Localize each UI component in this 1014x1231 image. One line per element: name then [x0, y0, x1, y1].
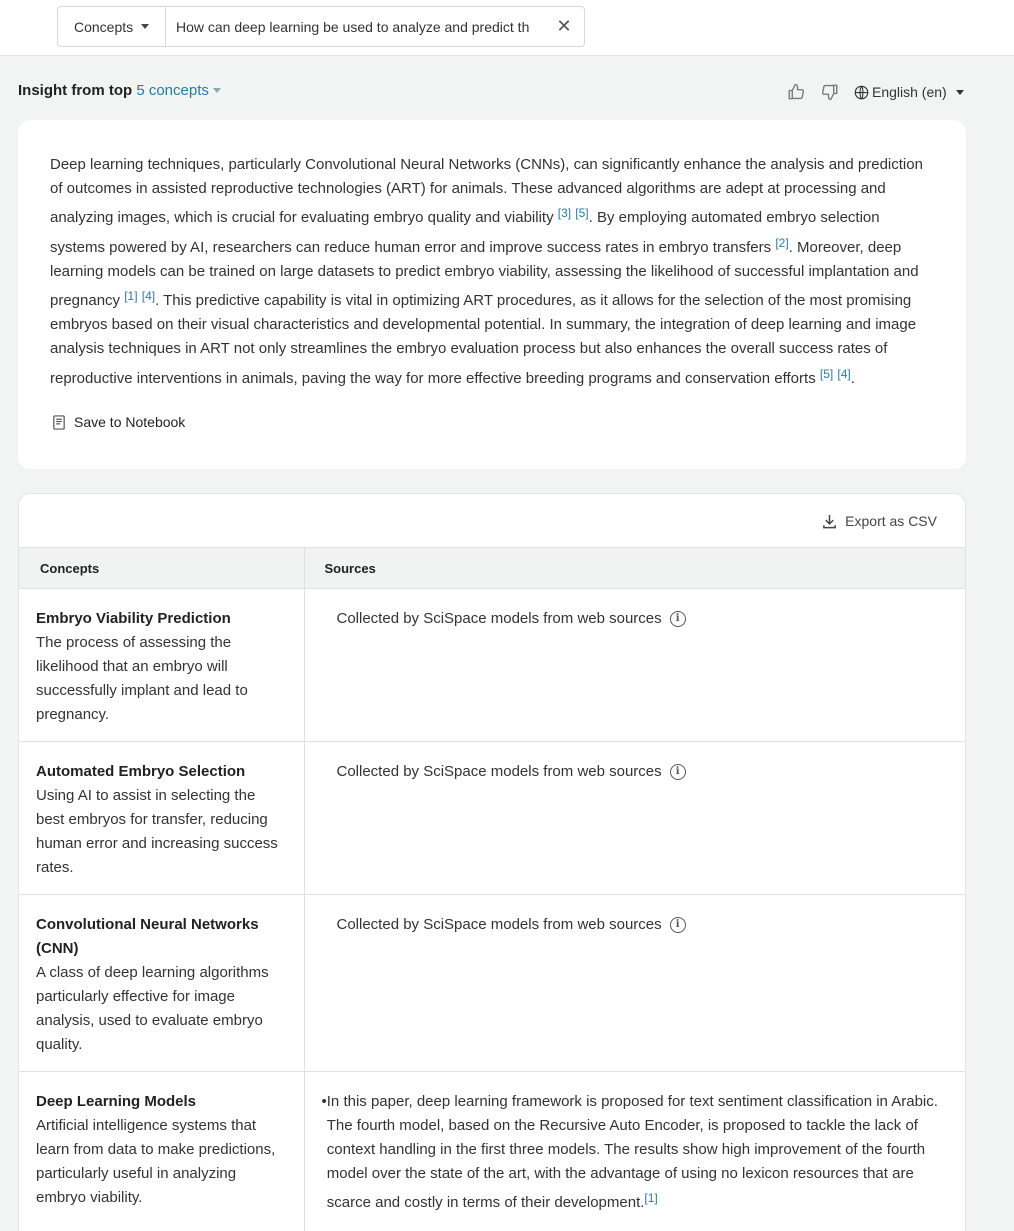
thumbs-down-icon[interactable] [820, 82, 840, 102]
summary-card [18, 120, 966, 469]
citation-link[interactable]: [1] [644, 1191, 658, 1205]
concepts-count-dropdown[interactable] [136, 82, 221, 99]
source-text: Collected by SciSpace models from web sources [336, 916, 662, 933]
chevron-down-icon [141, 24, 149, 29]
concept-cell [19, 589, 304, 742]
scope-label: Concepts [74, 18, 134, 35]
concept-name: Convolutional Neural Networks (CNN) [36, 916, 259, 957]
summary-segment: . Moreover, deep learning models can be trained on large datasets to predict embryo viability, assessing the likelihood of successful implantation and pregnancy [50, 238, 919, 310]
summary-segment: . [850, 369, 855, 387]
concept-name: Embryo Viability Prediction [36, 610, 231, 627]
table-row [19, 589, 966, 742]
concept-description: Using AI to assist in selecting the best embryos for transfer, reducing human error and increasing success rates. [36, 787, 278, 876]
info-icon[interactable]: i [670, 764, 686, 780]
save-to-notebook-button[interactable] [52, 414, 185, 430]
table-row [19, 1072, 966, 1231]
info-icon[interactable]: i [670, 611, 686, 627]
concept-cell [19, 895, 304, 1072]
source-cell [304, 1072, 966, 1231]
scope-dropdown[interactable] [58, 7, 166, 46]
top-bar [0, 0, 1014, 56]
concept-description: Artificial intelligence systems that learn from data to make predictions, particularly useful in analyzing embryo viability. [36, 1117, 276, 1206]
close-icon[interactable]: ✕ [556, 16, 572, 36]
citation-link[interactable]: [3] [557, 206, 572, 221]
export-label: Export as CSV [845, 513, 937, 529]
citation-link[interactable]: [4] [141, 289, 156, 304]
table-row [19, 742, 966, 895]
source-cell [304, 589, 966, 742]
table-header-row [19, 548, 966, 589]
citation-link[interactable]: [2] [775, 235, 789, 250]
citation-link[interactable]: [5] [819, 366, 834, 381]
summary-segment: . By employing automated embryo selection systems powered by AI, researchers can reduce human error and improve success rates in embryo transfers [50, 209, 880, 256]
concepts-table-card [18, 493, 966, 1231]
chevron-down-icon [956, 90, 964, 95]
column-header-sources: Sources [304, 548, 966, 589]
concept-name: Automated Embryo Selection [36, 763, 246, 780]
source-bullet-text: In this paper, deep learning framework is proposed for text sentiment classification in Arabic. The fourth model, based on the Recursive Auto Encoder, is proposed to tackle the lack of context handling in the first three models. The results show high improvement of the fourth model over the state of the art, with the advantage of using no lexicon resources that are scarce and costly in terms of their development. [326, 1093, 938, 1211]
concepts-count-label: 5 concepts [136, 82, 209, 99]
bullet-dot: • [321, 1093, 327, 1110]
source-text: Collected by SciSpace models from web sources [336, 763, 662, 780]
download-icon [822, 514, 837, 529]
citation-link[interactable]: [1] [124, 289, 138, 304]
language-label: English (en) [872, 84, 947, 100]
globe-icon [854, 85, 869, 100]
summary-segment: Deep learning techniques, particularly Convolutional Neural Networks (CNNs), can significantly enhance the analysis and prediction of outcomes in assisted reproductive technologies (ART) for animals. These advanced algorithms are adept at processing and analyzing images, which is crucial for evaluating embryo quality and viability [50, 156, 923, 227]
concept-cell [19, 1072, 304, 1231]
citation-link[interactable]: [5] [575, 206, 589, 221]
chevron-down-icon [213, 88, 221, 93]
concept-description: A class of deep learning algorithms particularly effective for image analysis, used to evaluate embryo quality. [36, 964, 269, 1053]
concept-name: Deep Learning Models [36, 1093, 197, 1110]
info-icon[interactable]: i [670, 917, 686, 933]
source-bullet [321, 1090, 947, 1215]
insight-actions [786, 82, 964, 102]
save-label: Save to Notebook [74, 414, 186, 430]
source-cell [304, 742, 966, 895]
citation-link[interactable]: [4] [837, 366, 851, 381]
source-text: Collected by SciSpace models from web sources [336, 610, 662, 627]
search-box [57, 6, 585, 47]
concept-description: The process of assessing the likelihood that an embryo will successfully implant and lead to pregnancy. [36, 634, 248, 723]
thumbs-up-icon[interactable] [786, 82, 806, 102]
notebook-icon [52, 415, 66, 430]
concept-cell [19, 742, 304, 895]
insight-prefix: Insight from top [18, 82, 137, 99]
summary-segment: . This predictive capability is vital in optimizing ART procedures, as it allows for the selection of the most promising embryos based on their visual characteristics and developmental potential. In summary, the integration of deep learning and image analysis techniques in ART not only streamlines the embryo evaluation process but also enhances the overall success rates of reproductive interventions in animals, paving the way for more effective breeding programs and conservation efforts [50, 292, 917, 387]
column-header-concepts: Concepts [19, 548, 304, 589]
concepts-table [19, 547, 966, 1231]
language-dropdown[interactable] [854, 84, 964, 100]
insight-heading [18, 82, 221, 99]
search-query[interactable]: How can deep learning be used to analyze and predict th [176, 18, 530, 35]
summary-text [50, 153, 936, 391]
export-csv-button[interactable] [822, 513, 937, 529]
table-row [19, 895, 966, 1072]
source-cell [304, 895, 966, 1072]
